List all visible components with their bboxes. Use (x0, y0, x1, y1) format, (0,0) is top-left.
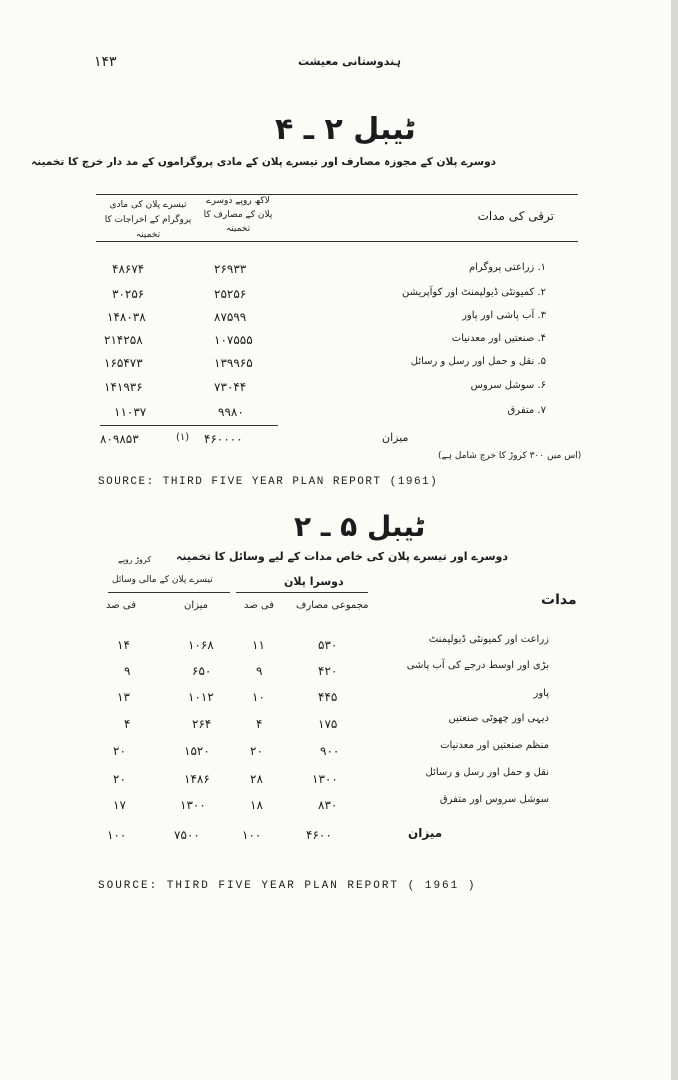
row-third: ۱۱۰۳۷ (114, 405, 147, 419)
row-label: پاور (533, 688, 549, 699)
row-second: ۷۳۰۴۴ (214, 380, 247, 394)
row-second: ۱۳۹۹۶۵ (214, 356, 253, 370)
row-label: بڑی اور اوسط درجے کی آب پاشی (406, 660, 549, 671)
row-label: دیہی اور چھوٹی صنعتیں (448, 713, 549, 724)
total-second: ۴۶۰۰۰۰ (204, 432, 243, 446)
row-second-pct: ۱۱ (252, 638, 265, 652)
row-third-pct: ۱۷ (113, 798, 126, 812)
row-second: ۹۹۸۰ (218, 405, 244, 419)
total-second-pct: ۱۰۰ (242, 828, 262, 842)
table2-unit: کروڑ روپے (118, 555, 152, 564)
row-third: ۱۴۸۰۳۸ (107, 310, 146, 324)
row-second-total: ۹۰۰ (320, 744, 340, 758)
table1-subtitle: دوسرے پلان کے مجوزہ مصارف اور تیسرے پلان کے مادی پروگراموں کے مد دار خرچ کا تخمینہ (31, 156, 496, 168)
table2-group-rule-second (236, 592, 368, 593)
running-title: ہندوستانی معیشت (298, 55, 402, 68)
row-second: ۱۰۷۵۵۵ (214, 333, 253, 347)
page-edge (671, 0, 678, 1080)
row-third-total: ۱۴۸۶ (184, 772, 210, 786)
row-second-total: ۸۳۰ (318, 798, 338, 812)
total-third-total: ۷۵۰۰ (174, 828, 200, 842)
table2-group-second: دوسرا پلان (284, 575, 344, 588)
row-label: ۷. متفرق (507, 405, 546, 416)
table2-group-rule-third (108, 592, 230, 593)
row-third-pct: ۴ (124, 717, 131, 731)
table1-total-rule (100, 425, 278, 426)
row-third: ۴۸۶۷۴ (112, 262, 145, 276)
row-third-total: ۲۶۴ (192, 717, 212, 731)
table2-head-third-pct: فی صد (106, 600, 137, 611)
row-third-pct: ۲۰ (113, 744, 126, 758)
page-number: ۱۴۳ (94, 54, 117, 70)
row-second: ۲۶۹۳۳ (214, 262, 247, 276)
total-second-total: ۴۶۰۰ (306, 828, 332, 842)
table1-top-rule (96, 194, 578, 195)
total-marker: (۱) (176, 432, 190, 443)
row-label: ۱. زراعتی پروگرام (468, 262, 546, 273)
row-second: ۲۵۲۵۶ (214, 287, 247, 301)
table1-head-rule (96, 241, 578, 242)
row-third: ۱۶۵۴۷۳ (104, 356, 143, 370)
row-second-total: ۱۳۰۰ (312, 772, 338, 786)
table1-source: SOURCE: THIRD FIVE YEAR PLAN REPORT (1961) (98, 476, 439, 488)
row-third: ۳۰۲۵۶ (112, 287, 145, 301)
row-third-pct: ۹ (124, 664, 131, 678)
table2-head-third-total: میزان (184, 600, 209, 611)
row-second-pct: ۱۰ (252, 690, 265, 704)
row-third-pct: ۱۴ (117, 638, 130, 652)
row-third-total: ۱۰۱۲ (188, 690, 214, 704)
row-label: ۴. صنعتیں اور معدنیات (451, 333, 546, 344)
table1-head-second: لاکھ روپے دوسرے پلان کے مصارف کا تخمینہ (203, 196, 273, 234)
table2-head-heads: مدات (541, 592, 577, 608)
row-label: منظم صنعتیں اور معدنیات (440, 740, 549, 751)
row-third-total: ۱۰۶۸ (188, 638, 214, 652)
row-label: سوشل سروس اور متفرق (439, 794, 549, 805)
row-label: ۳. آب پاشی اور پاور (462, 310, 546, 321)
table2-title: ٹیبل ۵ ـ ۲ (294, 510, 426, 543)
total-third-pct: ۱۰۰ (107, 828, 127, 842)
row-third-pct: ۲۰ (113, 772, 126, 786)
row-second-total: ۴۴۵ (318, 690, 338, 704)
table2-head-second-total: مجموعی مصارف (296, 600, 369, 611)
table2-group-third: تیسرے پلان کے مالی وسائل (112, 575, 213, 585)
row-second: ۸۷۵۹۹ (214, 310, 247, 324)
row-second-total: ۱۷۵ (318, 717, 338, 731)
row-second-total: ۵۳۰ (318, 638, 338, 652)
total-third: ۸۰۹۸۵۳ (100, 432, 139, 446)
row-third: ۱۴۱۹۳۶ (104, 380, 143, 394)
table2-head-second-pct: فی صد (244, 600, 275, 611)
row-second-total: ۴۲۰ (318, 664, 338, 678)
row-label: ۲. کمیونٹی ڈیولپمنٹ اور کوآپریشن (402, 287, 546, 298)
row-second-pct: ۹ (256, 664, 263, 678)
row-third-total: ۶۵۰ (192, 664, 212, 678)
table2-source: SOURCE: THIRD FIVE YEAR PLAN REPORT ( 1961 ) (98, 880, 477, 892)
table1-title: ٹیبل ۲ ـ ۴ (275, 112, 416, 147)
row-second-pct: ۱۸ (250, 798, 263, 812)
row-label: ۶. سوشل سروس (470, 380, 546, 391)
table2-subtitle: دوسرے اور تیسرے پلان کی خاص مدات کے لیے وسائل کا تخمینہ (175, 550, 508, 563)
row-third-total: ۱۳۰۰ (180, 798, 206, 812)
table1-head-heads: ترقی کی مدات (477, 209, 554, 223)
row-second-pct: ۴ (256, 717, 263, 731)
row-label: زراعت اور کمیونٹی ڈیولپمنٹ (428, 634, 549, 645)
row-third-total: ۱۵۲۰ (184, 744, 210, 758)
row-third: ۲۱۴۲۵۸ (104, 333, 143, 347)
row-label: ۵. نقل و حمل اور رسل و رسائل (410, 356, 546, 367)
table1-footnote: (اس میں ۳۰۰ کروڑ کا خرچ شامل ہے) (438, 451, 582, 461)
row-third-pct: ۱۳ (117, 690, 130, 704)
total-label: میزان (382, 431, 409, 444)
row-second-pct: ۲۰ (250, 744, 263, 758)
total-label: میزان (408, 826, 443, 840)
row-second-pct: ۲۸ (250, 772, 263, 786)
row-label: نقل و حمل اور رسل و رسائل (425, 767, 549, 778)
table1-head-third: تیسرے پلان کی مادی پروگرام کے اخراجات کا تخمینہ (104, 200, 192, 240)
